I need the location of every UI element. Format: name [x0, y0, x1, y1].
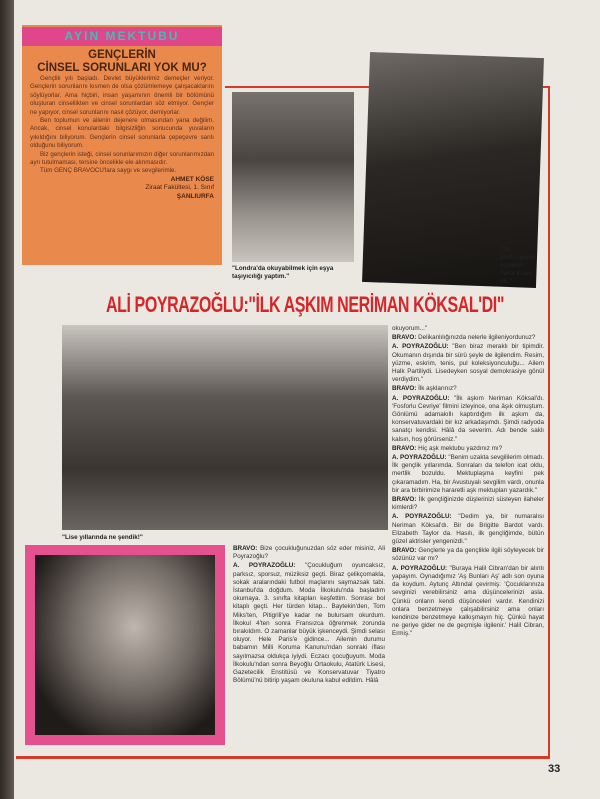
letter-paragraph: Gençlik yılı başladı. Devlet büyüklerimiz demeçler veriyor. Gençlerin sorunlarını kısmen de olsa çözümlemeye çalışacaklarını söylüyorlar. Ama hiçbiri, insan yaşamının önemli bir bölümünü oluşturan cinsellikten ve cinsel sorunlardan söz etmiyor. Gençler ne yapıyor, cinsel sorunlarını nasıl çözüyor, demiyorlar.: [30, 75, 214, 116]
letter-paragraph: Ben toplumun ve ailenin dejenere olmasından yana değilim. Ancak, cinsel konulardaki bilgisizliğin sonucunda yuvaların yıkıldığını biliyorum. Gençlerin cinsel sorunlarla çepeçevre sarılı olduğunu biliyorum.: [30, 117, 214, 150]
letter-title: GENÇLERİN CİNSEL SORUNLARI YOK MU?: [37, 49, 207, 74]
letter-paragraph: Biz gençlerin isteği, cinsel sorunlarımızın diğer sorunlarımızdan ayrı tutulmaması, tersine öncelikle ele alınmasıdır.: [30, 150, 214, 167]
group-photo: [62, 325, 388, 530]
red-frame-right: [548, 86, 550, 756]
truck-photo: [232, 92, 354, 262]
interview-column-1: BRAVO: Bize çocukluğunuzdan söz eder misiniz, Ali Poyrazoğlu? A. POYRAZOĞLU: "Çocukluğum oyuncaksız, parksız, sporsuz, müziksiz geçti. Biraz çelikçomakla, sokak aralarındaki futbol maçlarını saymazsak tabi. İstanbul'da doğdum. Moda İlkokulu'nda başladım okumaya. 3. sınıfta kitapları keşfettim. Sonrası bol kitaplı geçti. Her türden kitap... Baytekin'den, Tom Miks'ten, Pitigrili'ye kadar ne bulursam okurdum. İlkokul 4'ten sonra Fransızca öğrenmek zorunda bırakıldım. O zamanlar büyük işkenceydi. Şimdi selası oluyor. Hele Paris'e gidince... Ailemin durumu babamın Milli Koruma Kanunu'ndan sonraki iflası sayılmazsa oldukça iyiydi. Eczacı çocuğuyum. Moda İlkokulu'ndan sonra Beyoğlu Ortaokulu, Atatürk Lisesi, Gazetecilik Enstitüsü ve Konservatuvar Tiyatro Bölümü'nü bitirip yaşam okuluna kabul edildim. Hâlâ: [233, 545, 385, 685]
red-frame-bottom: [16, 756, 550, 759]
letter-signature: AHMET KÖSE Ziraat Fakültesi, 1. Sınıf ŞANLIURFA: [145, 175, 214, 200]
section-header: AYIN MEKTUBU: [22, 27, 222, 46]
letter-of-the-month-box: [22, 25, 222, 265]
portrait-photo: [35, 555, 215, 735]
group-caption: "Lise yıllarında ne şendik!": [62, 534, 143, 541]
letter-paragraph: Tüm GENÇ BRAVOCU'lara saygı ve sevgilerimle.: [40, 167, 177, 175]
headline: ALİ POYRAZOĞLU:"İLK AŞKIM NERİMAN KÖKSAL'DI": [105, 293, 505, 318]
page-number: 33: [548, 763, 561, 775]
couple-caption: "İlk profesyonel oyunum Tarla Kuşu idi.": [500, 246, 536, 285]
truck-caption: "Londra'da okuyabilmek için eşya taşıyıcılığı yaptım.": [232, 265, 334, 280]
interview-column-2: okuyorum..." BRAVO: Delikanlılığınızda nelerle ilgileniyordunuz? A. POYRAZOĞLU: "Ben biraz meraklı bir tipimdir. Okumanın dışında bir sürü şeyle de ilgilendim. Resim, yüzme, eskrim, tenis, pul koleksiyonculuğu... Ailem Halk Partiliydi. Lisedeyken sosyal demokrasiye gönül verdiydim." BRAVO: İlk aşklarınız? A. POYRAZOĞLU: "İlk aşkım Neriman Köksal'dı. 'Fosforlu Cevriye' filmini izleyince, ona âşık olmuştum. Gönlümü adamakıllı kaptırdığım ilk aşkım da, konservatuvardaki bir kız arkadaşımdı. Şimdi radyoda sanatçı kendisi. Hâlâ da severim. Adı bende saklı kalsın, hoş görürseniz." BRAVO: Hiç aşk mektubu yazdınız mı? A. POYRAZOĞLU: "Benim uzakta sevgililerim olmadı. İlk gençlik yıllarımda. Sonraları da telefon icat oldu, mertlik bozuldu. Mektuplaşma keyfini pek çıkaramadım. Ha, bir Avustuyalı sevgilim vardı, onunla bir ara birbirimize hararetli aşk mektupları yazardık." BRAVO: İlk gençliğinizde düşlerinizi süsleyen ilaheler kimlerdi? A. POYRAZOĞLU: "Dedim ya, bir numaralısı Neriman Köksal'dı. Bir de Brigitte Bardot vardı. Elizabeth Taylor da. Hasılı, ilk gençliğimde, bütün güzel aktrisler yengenizdi." BRAVO: Gençlerle ya da gençlikle ilgili söyleyecek bir sözünüz var mı? A. POYRAZOĞLU: "Buraya Halil Cibran'dan bir alıntı yapayım. Oynadığımız 'Aş Bunları Aş' adlı son oyuna da koydum. Aytunç Altındal çevirmiş: 'Çocuklarınıza sevginizi verebilirsiniz ama düşüncelerinizi asla. Çünkü onların kendi düşünceleri vardır. Kendinizi onlara benzetmeye çalışabilirsiniz ama onları kendinize benzetmeye kalkışmayın hiç. Çünkü hayat ne geriye gider ne de geçmişle ilgilenir.' Halil Cibran, Ermiş.": [392, 325, 545, 638]
